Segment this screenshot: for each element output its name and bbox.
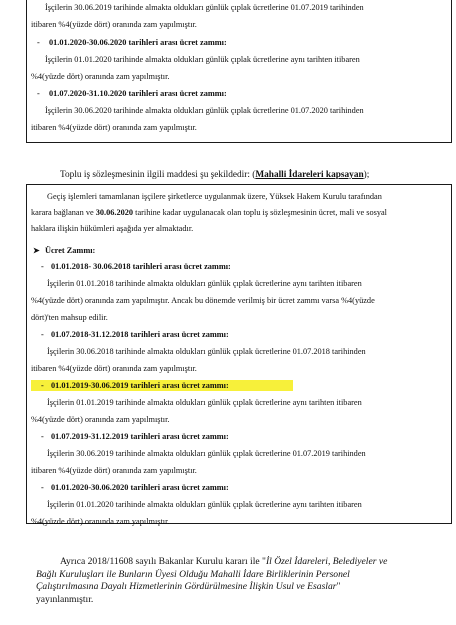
footer-line: [36, 556, 450, 569]
intro-suffix: );: [363, 170, 370, 180]
dash-bullet: -: [41, 432, 44, 441]
text-line: İşçilerin 01.01.2018 tarihinde almakta oldukları günlük çıplak ücretlerine aynı tarihten itibaren: [47, 279, 362, 288]
footer-italic: İl Özel İdareleri, Belediyeler ve: [265, 556, 388, 567]
dash-bullet: -: [41, 330, 44, 339]
main-quote-box: [26, 184, 452, 524]
text-line: dört)'ten mahsup edilir.: [31, 313, 108, 322]
text-line: İşçilerin 01.01.2019 tarihinde almakta oldukları günlük çıplak ücretlerine aynı tarihten itibaren: [47, 398, 362, 407]
period-title: 01.07.2020-31.10.2020 tarihleri arası ücret zammı:: [49, 89, 227, 98]
text-line: %4(yüzde dört) oranında zam yapılmıştır.: [31, 517, 170, 526]
period-title: 01.01.2020-30.06.2020 tarihleri arası ücret zammı:: [51, 483, 229, 492]
top-quote-box: [26, 0, 452, 143]
arrow-bullet-icon: ➤: [33, 246, 40, 255]
text-line: İşçilerin 01.01.2020 tarihinde almakta oldukları günlük çıplak ücretlerine aynı tarihten itibaren: [45, 55, 360, 64]
period-title-highlighted: 01.01.2019-30.06.2019 tarihleri arası ücret zammı:: [51, 381, 229, 390]
text-line: %4(yüzde dört) oranında zam yapılmıştır.: [31, 72, 170, 81]
text-line: haklara ilişkin hükümleri aşağıda yer almaktadır.: [31, 224, 194, 233]
footer-line: yayınlanmıştır.: [36, 593, 94, 605]
dash-bullet: -: [41, 262, 44, 271]
text-line: İşçilerin 01.01.2020 tarihinde almakta oldukları günlük çıplak ücretlerine aynı tarihten itibaren: [47, 500, 362, 509]
text-line: %4(yüzde dört) oranında zam yapılmıştır. Ancak bu dönemde verilmiş bir ücret zammı varsa %4(yüzde: [31, 296, 375, 305]
intro-underlined: Mahalli İdareleri kapsayan: [255, 170, 364, 180]
footer-text: ": [336, 581, 341, 593]
date-bold: 30.06.2020: [95, 208, 134, 217]
footer-text: Ayrıca 2018/11608 sayılı Bakanlar Kurulu kararı ile ": [60, 556, 266, 567]
footer-italic-line: Bağlı Kuruluşları ile Bunların Üyesi Olduğu Mahalli İdare Birliklerinin Personel: [36, 568, 350, 580]
period-title: 01.01.2018- 30.06.2018 tarihleri arası ücret zammı:: [51, 262, 231, 271]
text-line: [31, 208, 387, 218]
section-label: Ücret Zammı:: [45, 246, 96, 255]
text-line: İşçilerin 30.06.2019 tarihinde almakta oldukları günlük çıplak ücretlerine 01.07.2019 tarihinden: [47, 449, 366, 458]
dash-bullet: -: [37, 38, 40, 47]
text-line: İşçilerin 30.06.2020 tarihinde almakta oldukları günlük çıplak ücretlerine 01.07.2020 tarihinden: [45, 106, 364, 115]
intro-line: [60, 169, 369, 181]
footer-line: [36, 581, 450, 594]
text-line: İşçilerin 30.06.2019 tarihinde almakta oldukları günlük çıplak ücretlerine 01.07.2019 tarihinden: [45, 3, 364, 12]
footer-italic: Çalıştırılmasına Dayalı Hizmetlerinin Gördürülmesine İlişkin Usul ve Esaslar: [36, 581, 337, 593]
footer-paragraph: [36, 556, 450, 606]
text-segment: tarihine kadar uygulanacak olan toplu iş sözleşmesinin ücret, mali ve sosyal: [133, 208, 387, 217]
intro-prefix: Toplu iş sözleşmesinin ilgili maddesi şu şekildedir: (: [60, 170, 256, 180]
text-line: %4(yüzde dört) oranında zam yapılmıştır.: [31, 415, 170, 424]
text-line: itibaren %4(yüzde dört) oranında zam yapılmıştır.: [31, 364, 197, 373]
text-line: itibaren %4(yüzde dört) oranında zam yapılmıştır.: [31, 466, 197, 475]
period-title: 01.01.2020-30.06.2020 tarihleri arası ücret zammı:: [49, 38, 227, 47]
period-title: 01.07.2019-31.12.2019 tarihleri arası ücret zammı:: [51, 432, 229, 441]
text-line: İşçilerin 30.06.2018 tarihinde almakta oldukları günlük çıplak ücretlerine 01.07.2018 tarihinden: [47, 347, 366, 356]
dash-bullet: -: [37, 89, 40, 98]
dash-bullet: -: [41, 483, 44, 492]
text-line: Geçiş işlemleri tamamlanan işçilere şirketlerce uygulanmak üzere, Yüksek Hakem Kurulu tarafından: [47, 192, 382, 201]
text-segment: karara bağlanan ve: [31, 208, 96, 217]
text-line: itibaren %4(yüzde dört) oranında zam yapılmıştır.: [31, 20, 197, 29]
dash-bullet: -: [41, 381, 44, 390]
period-title: 01.07.2018-31.12.2018 tarihleri arası ücret zammı:: [51, 330, 229, 339]
text-line: itibaren %4(yüzde dört) oranında zam yapılmıştır.: [31, 123, 197, 132]
